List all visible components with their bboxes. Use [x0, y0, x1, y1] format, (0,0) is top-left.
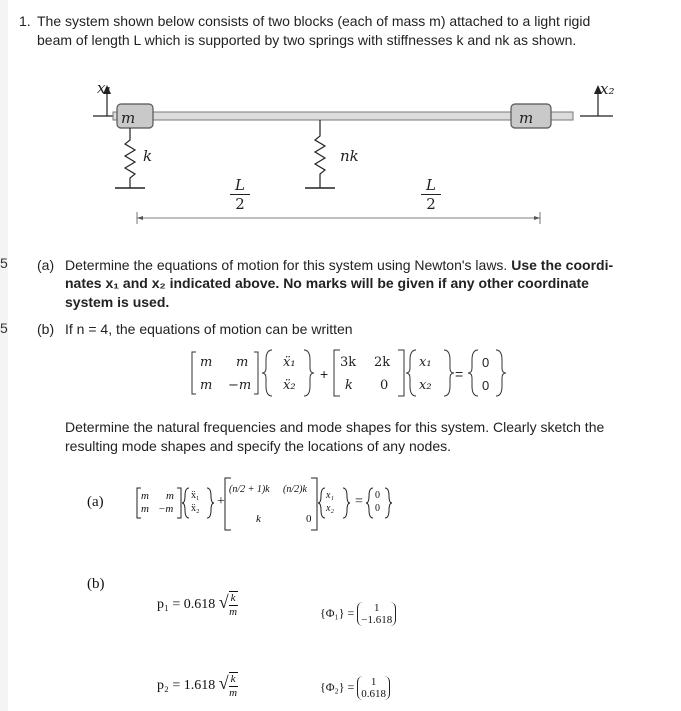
- part-a-text: [65, 256, 613, 274]
- ans-x1: x₁: [326, 490, 334, 501]
- answer-a-label: (a): [87, 494, 104, 510]
- ans-zero1: 0: [375, 490, 380, 501]
- left-mass-label: m: [121, 109, 136, 127]
- part-a-text1: Determine the equations of motion for this system using Newton's laws.: [65, 257, 508, 273]
- ans-accel-right-brace: [207, 488, 214, 518]
- half-length-2-num: L: [421, 176, 441, 195]
- ans-zero-right-brace: [385, 488, 392, 518]
- answer-a-equation: [135, 474, 425, 534]
- eom-k12: 2k: [374, 355, 391, 370]
- phi1-vector: [357, 602, 396, 626]
- p2-sqrt-fraction: [229, 672, 238, 700]
- spring-k-label: k: [143, 147, 153, 165]
- eom-k22: 0: [380, 378, 389, 393]
- phi2-expression: [320, 676, 390, 700]
- ans-acc1: ẍ₁: [191, 490, 200, 501]
- ans-m21: m: [141, 503, 149, 515]
- ans-m22: −m: [158, 503, 174, 515]
- left-spring: [125, 128, 135, 188]
- task-line-1: Determine the natural frequencies and mode shapes for this system. Clearly sketch the: [65, 419, 605, 435]
- eom-m11: m: [200, 355, 213, 370]
- eom-k21: k: [345, 378, 353, 393]
- zero-right-brace: [496, 350, 506, 396]
- ans-plus: +: [217, 494, 225, 509]
- part-b-text: If n = 4, the equations of motion can be written: [65, 321, 353, 337]
- ans-m12: m: [166, 490, 174, 502]
- accel-left-brace: [262, 350, 272, 396]
- p1-num: k: [230, 592, 236, 604]
- part-b-label: (b): [37, 321, 55, 337]
- p1-sqrt-fraction: [229, 591, 238, 619]
- right-spring: [315, 120, 325, 188]
- p1-den: m: [229, 606, 238, 618]
- phi1-label: {Φ₁} =: [320, 605, 355, 620]
- eom-equals: =: [455, 366, 464, 382]
- eom-plus: +: [320, 366, 329, 382]
- right-mass-label: m: [519, 109, 534, 127]
- p1-expression: [157, 591, 238, 619]
- phi2-v1: 1: [370, 676, 377, 688]
- p2-prefix: p₂ = 1.618: [157, 678, 216, 694]
- zero-left-brace: [468, 350, 478, 396]
- ans-k11: (n/2 + 1)k: [229, 484, 270, 495]
- mass-matrix-right-bracket: [254, 352, 258, 394]
- p2-den: m: [229, 687, 238, 699]
- x2-label: x₂: [600, 80, 615, 98]
- eom-zero2: 0: [482, 378, 490, 393]
- accel-right-brace: [304, 350, 314, 396]
- ans-equals: =: [355, 494, 363, 509]
- dim-arrow-left: [137, 216, 143, 220]
- ans-disp-left-brace: [318, 488, 325, 518]
- half-length-2: [421, 176, 441, 213]
- p2-num: k: [230, 673, 236, 685]
- ans-disp-right-brace: [343, 488, 350, 518]
- ans-k22: 0: [306, 513, 312, 525]
- phi2-vector: [357, 676, 390, 700]
- part-a-bold3: system is used.: [65, 294, 170, 310]
- eom-zero1: 0: [482, 355, 490, 370]
- ans-mass-right-bracket: [177, 488, 181, 518]
- half-length-1-num: L: [230, 176, 250, 195]
- eom-x1: x₁: [419, 355, 432, 370]
- margin-mark-1: 5: [0, 255, 8, 271]
- task-line-2: resulting mode shapes and specify the locations of any nodes.: [65, 438, 452, 454]
- intro-line-2: beam of length L which is supported by two springs with stiffnesses k and nk as shown.: [37, 32, 577, 48]
- phi1-expression: [320, 602, 396, 626]
- eom-k11: 3k: [340, 355, 357, 370]
- ans-k12: (n/2)k: [283, 484, 307, 495]
- intro-line-1: The system shown below consists of two blocks (each of mass m) attached to a light rigid: [37, 13, 591, 29]
- ans-zero-left-brace: [366, 488, 373, 518]
- phi2-v2: 0.618: [361, 688, 386, 700]
- dim-arrow-right: [534, 216, 540, 220]
- eom-m12: m: [236, 355, 249, 370]
- p1-prefix: p₁ = 0.618: [157, 597, 216, 613]
- ans-zero2: 0: [375, 503, 380, 514]
- eom-x2: x₂: [419, 378, 432, 393]
- eom-acc1: ẍ₁: [283, 355, 296, 370]
- question-number: 1.: [19, 13, 31, 29]
- left-margin-strip: [0, 0, 8, 711]
- beam: [113, 112, 573, 120]
- part-a-label: (a): [37, 257, 55, 273]
- margin-mark-2: 5: [0, 320, 8, 336]
- phi1-v1: 1: [373, 602, 380, 614]
- half-length-2-den: 2: [426, 195, 436, 213]
- disp-right-brace: [444, 350, 454, 396]
- ans-m11: m: [141, 490, 149, 502]
- p2-sqrt-sign: √: [218, 673, 229, 694]
- phi1-v2: −1.618: [361, 614, 393, 626]
- ans-x2: x₂: [326, 503, 334, 514]
- ans-accel-left-brace: [182, 488, 189, 518]
- answer-b-label: (b): [87, 576, 105, 592]
- part-a-bold1: Use the coordi-: [511, 257, 614, 273]
- eom-m21: m: [200, 378, 213, 393]
- p2-expression: [157, 672, 238, 700]
- ans-acc2: ẍ₂: [191, 503, 200, 514]
- spring-nk-label: nk: [340, 147, 359, 165]
- p1-sqrt-sign: √: [218, 592, 229, 613]
- ans-k21: k: [256, 513, 261, 525]
- eom-acc2: ẍ₂: [283, 378, 296, 393]
- part-a-bold2: nates x₁ and x₂ indicated above. No marks will be given if any other coordinate: [65, 275, 589, 291]
- phi2-label: {Φ₂} =: [320, 679, 355, 694]
- stiff-matrix-right-bracket: [398, 350, 404, 396]
- half-length-1: [230, 176, 250, 213]
- x1-label: x₁: [97, 79, 112, 97]
- mass-matrix-left-bracket: [192, 352, 196, 394]
- eom-m22: −m: [228, 378, 252, 393]
- half-length-1-den: 2: [235, 195, 245, 213]
- disp-left-brace: [406, 350, 416, 396]
